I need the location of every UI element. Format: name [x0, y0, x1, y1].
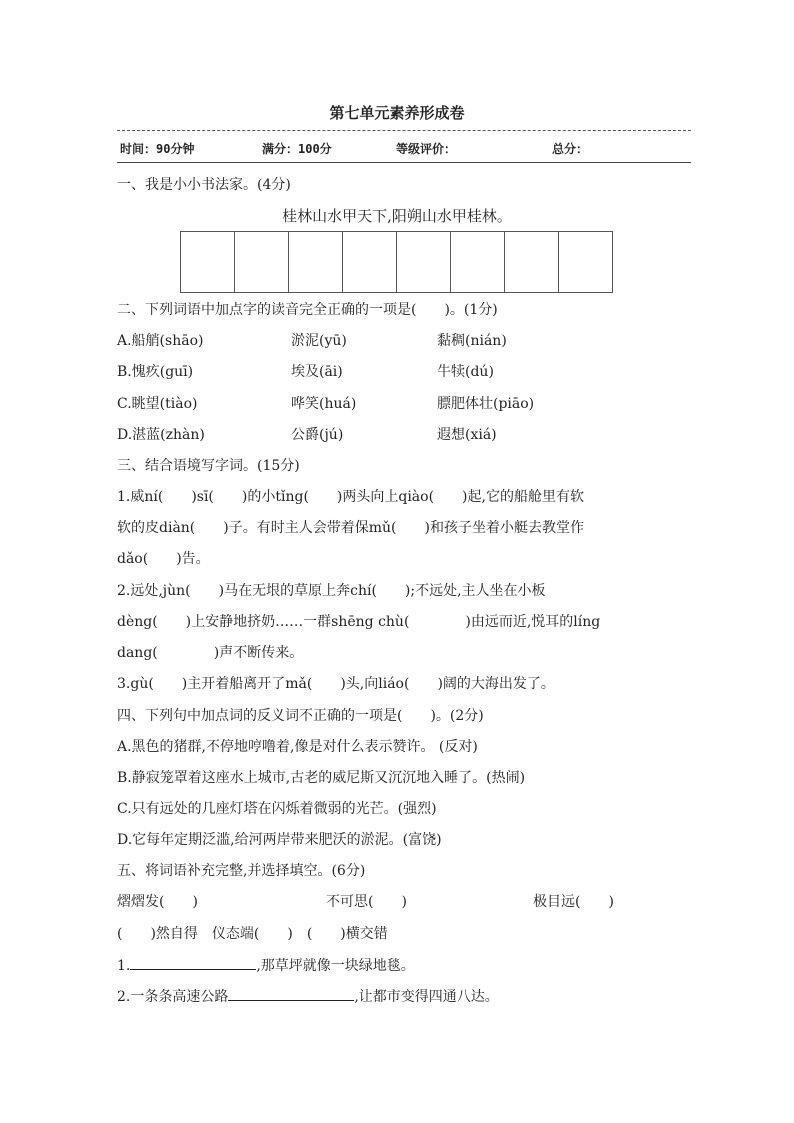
q3-line: 3.gù( )主开着船离开了mǎ( )头,向liáo( )阔的大海出发了。 [117, 676, 555, 692]
q2-option-c-3: 膘肥体壮(piāo) [437, 396, 535, 412]
q4-option-b: B.静寂笼罩着这座水上城市,古老的威尼斯又沉沉地入睡了。(热闹) [117, 770, 526, 786]
writing-box[interactable] [451, 232, 505, 292]
q2-option-c-2: 哗笑(huá) [291, 396, 357, 412]
full-score-label: 满分：100分 [262, 142, 332, 156]
q2-option-b-1: B.愧疚(guī) [117, 364, 194, 380]
q5-word: 极目远( ) [533, 894, 614, 910]
grade-label: 等级评价： [396, 142, 457, 156]
writing-box[interactable] [505, 232, 559, 292]
fill-suffix: ,那草坪就像一块绿地毯。 [256, 958, 415, 974]
writing-box[interactable] [397, 232, 451, 292]
q2-option-a-1: A.船艄(shāo) [117, 333, 204, 349]
q2-option-d-1: D.湛蓝(zhàn) [117, 427, 205, 443]
q4-option-c: C.只有远处的几座灯塔在闪烁着微弱的光芒。(强烈) [117, 801, 437, 817]
q3-line: dǎo( )告。 [117, 551, 210, 567]
q5-word: 不可思( ) [326, 894, 407, 910]
q4-option-a: A.黑色的猪群,不停地哼噜着,像是对什么表示赞许。 (反对) [117, 739, 478, 755]
writing-grid[interactable] [180, 231, 613, 293]
q5-word-row: ( )然自得 仪态端( ) ( )横交错 [117, 926, 388, 942]
q2-option-b-3: 牛犊(dú) [437, 364, 494, 380]
q3-line: dang( )声不断传来。 [117, 645, 304, 661]
header-divider [117, 130, 691, 131]
writing-box[interactable] [235, 232, 289, 292]
q2-heading: 二、下列词语中加点字的读音完全正确的一项是( )。(1分) [117, 302, 498, 318]
q3-line: dèng( )上安静地挤奶……一群shēng chù( )由远而近,悦耳的líng [117, 614, 601, 630]
q2-option-a-2: 淤泥(yū) [291, 333, 347, 349]
writing-box[interactable] [181, 232, 235, 292]
q2-option-c-1: C.眺望(tiào) [117, 396, 198, 412]
q3-line: 2.远处,jùn( )马在无垠的草原上奔chí( );不远处,主人坐在小板 [117, 583, 546, 599]
q3-heading: 三、结合语境写字词。(15分) [117, 458, 300, 474]
writing-box[interactable] [559, 232, 612, 292]
header-underline [117, 162, 691, 163]
time-label: 时间：90分钟 [120, 142, 195, 156]
q3-line: 软的皮diàn( )子。有时主人会带着保mǔ( )和孩子坐着小艇去教堂作 [117, 520, 584, 536]
writing-box[interactable] [343, 232, 397, 292]
fill-suffix: ,让都市变得四通八达。 [354, 989, 499, 1005]
q4-heading: 四、下列句中加点词的反义词不正确的一项是( )。(2分) [117, 708, 484, 724]
q5-word: 熠熠发( ) [117, 894, 198, 910]
q3-line: 1.威ní( )sī( )的小tǐng( )两头向上qiào( )起,它的船舱里有软 [117, 489, 584, 505]
q4-option-d: D.它每年定期泛滥,给河两岸带来肥沃的淤泥。(富饶) [117, 832, 442, 848]
q5-fill-line-2 [117, 986, 499, 1007]
q5-heading: 五、将词语补充完整,并选择填空。(6分) [117, 863, 366, 879]
q2-option-a-3: 黏稠(nián) [437, 333, 507, 349]
total-score-label: 总分： [552, 142, 589, 156]
q2-option-d-3: 遐想(xiá) [437, 427, 497, 443]
writing-box[interactable] [289, 232, 343, 292]
q1-heading: 一、我是小小书法家。(4分) [117, 177, 291, 193]
answer-blank[interactable] [228, 986, 354, 1001]
fill-prefix: 1. [117, 958, 131, 974]
q2-option-b-2: 埃及(āi) [291, 364, 343, 380]
q1-sentence: 桂林山水甲天下,阳朔山水甲桂林。 [282, 207, 512, 225]
q5-fill-line-1 [117, 955, 415, 976]
fill-prefix: 2.一条条高速公路 [117, 989, 229, 1005]
q2-option-d-2: 公爵(jú) [291, 427, 344, 443]
page-title: 第七单元素养形成卷 [329, 104, 465, 122]
answer-blank[interactable] [130, 955, 256, 970]
